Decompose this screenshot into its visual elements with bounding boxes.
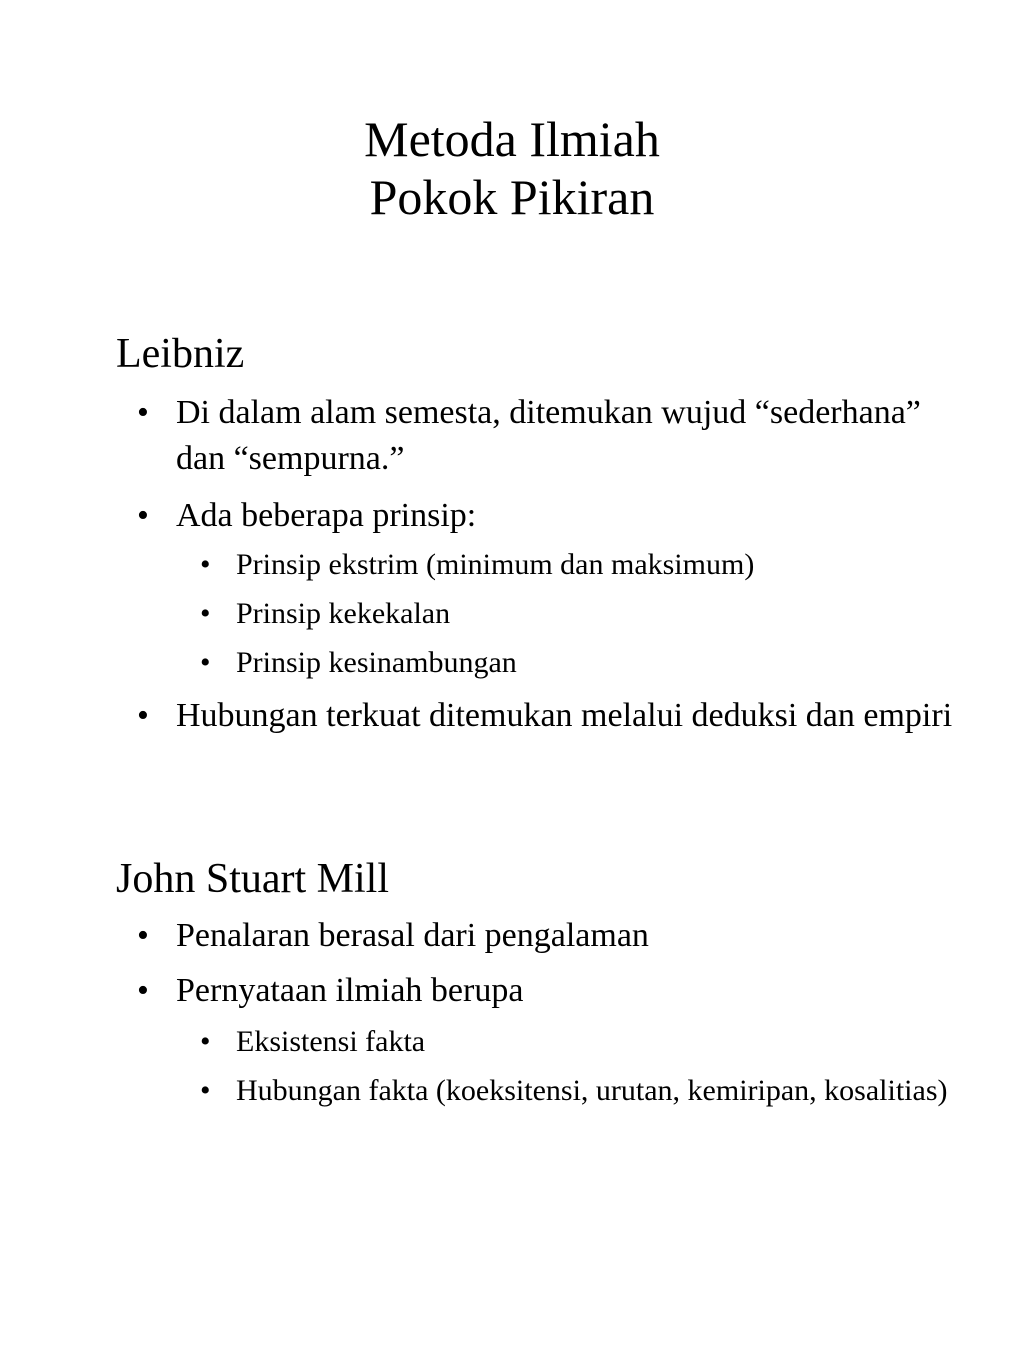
sub-bullet-icon: •: [200, 1074, 211, 1107]
section-heading-john-stuart-mill: John Stuart Mill: [116, 856, 390, 902]
sub-bullet-icon: •: [200, 597, 211, 630]
sub-bullet-icon: •: [200, 646, 211, 679]
bullet-item: [137, 968, 957, 1014]
bullet-text: Di dalam alam semesta, ditemukan wujud “sederhana” dan “sempurna.”: [176, 394, 921, 477]
bullet-icon: •: [137, 394, 149, 431]
sub-bullet-text: Prinsip kekekalan: [236, 597, 451, 630]
sub-bullet-item: [200, 642, 960, 684]
bullet-text: Penalaran berasal dari pengalaman: [176, 917, 649, 954]
slide-title: [0, 110, 1024, 226]
section-heading-leibniz: Leibniz: [116, 331, 245, 377]
bullet-icon: •: [137, 697, 149, 734]
bullet-icon: •: [137, 497, 149, 534]
bullet-item: [137, 693, 957, 739]
bullet-icon: •: [137, 917, 149, 954]
sub-bullet-icon: •: [200, 548, 211, 581]
sub-bullet-item: [200, 1021, 960, 1063]
bullet-item: [137, 493, 957, 539]
title-line-1: Metoda Ilmiah: [364, 111, 660, 167]
sub-bullet-item: [200, 1070, 960, 1112]
sub-bullet-text: Hubungan fakta (koeksitensi, urutan, kemiripan, kosalitias): [236, 1074, 948, 1107]
sub-bullet-item: [200, 593, 960, 635]
sub-bullet-icon: •: [200, 1025, 211, 1058]
bullet-text: Ada beberapa prinsip:: [176, 497, 477, 534]
bullet-text: Hubungan terkuat ditemukan melalui deduksi dan empiri: [176, 697, 953, 734]
sub-bullet-text: Prinsip kesinambungan: [236, 646, 517, 679]
sub-bullet-text: Eksistensi fakta: [236, 1025, 426, 1058]
bullet-text: Pernyataan ilmiah berupa: [176, 972, 524, 1009]
bullet-item: [137, 390, 957, 482]
bullet-icon: •: [137, 972, 149, 1009]
bullet-item: [137, 913, 957, 959]
sub-bullet-text: Prinsip ekstrim (minimum dan maksimum): [236, 548, 755, 581]
title-line-2: Pokok Pikiran: [369, 169, 655, 225]
sub-bullet-item: [200, 544, 960, 586]
